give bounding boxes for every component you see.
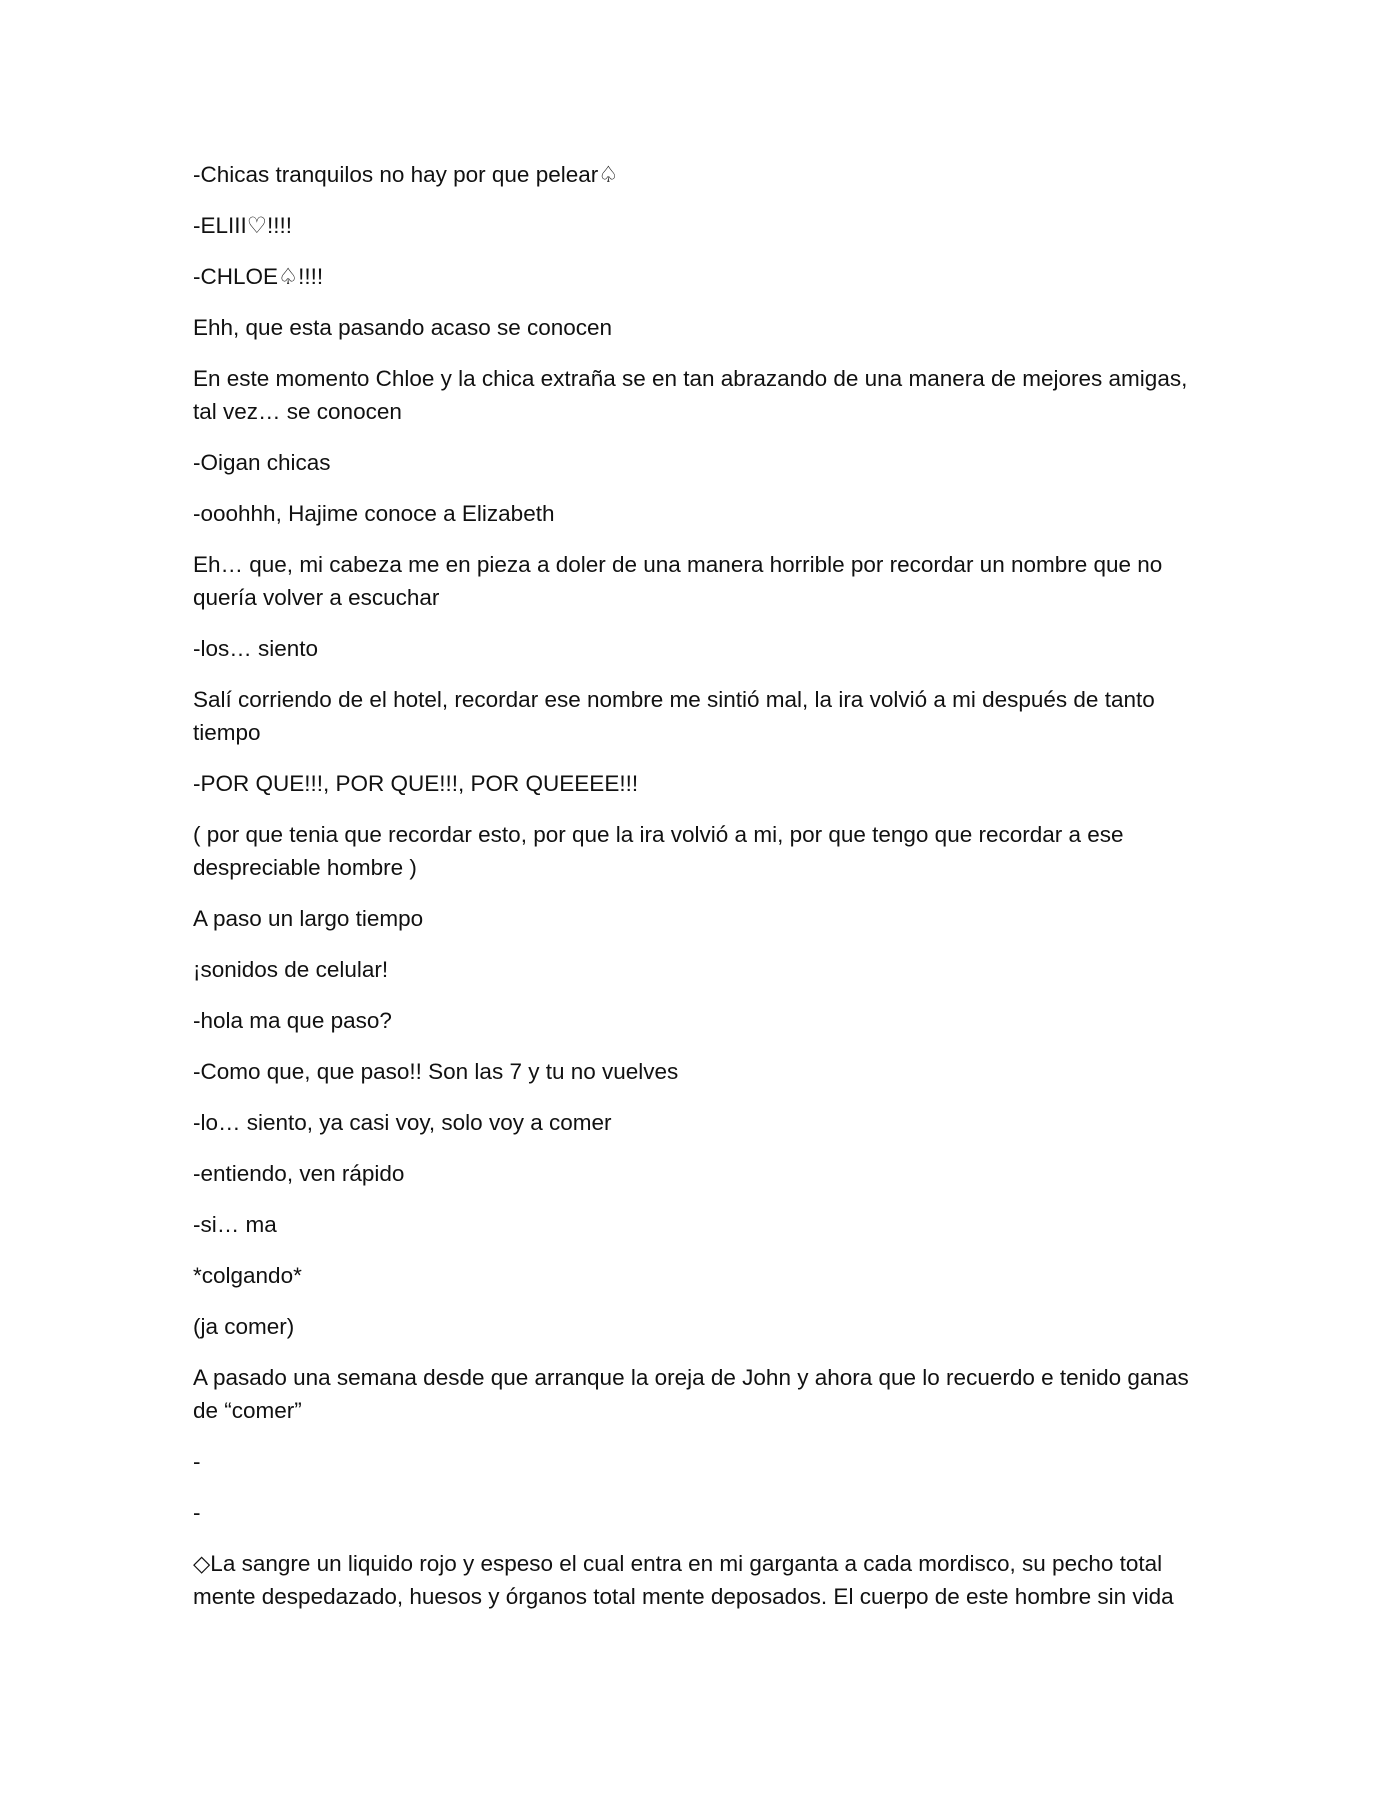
paragraph-22: A pasado una semana desde que arranque la oreja de John y ahora que lo recuerdo e tenido ganas de “comer” [193,1365,1189,1423]
paragraph-5: En este momento Chloe y la chica extraña se en tan abrazando de una manera de mejores amigas, tal vez… se conocen [193,366,1188,424]
paragraph-25: ◇La sangre un liquido rojo y espeso el cual entra en mi garganta a cada mordisco, su pecho total mente despedazado, huesos y órganos total mente deposados. El cuerpo de este hombre sin vida [193,1551,1174,1609]
paragraph-15: -hola ma que paso? [193,1008,392,1033]
paragraph-6: -Oigan chicas [193,450,331,475]
paragraph-12: ( por que tenia que recordar esto, por que la ira volvió a mi, por que tengo que recordar a ese despreciable hombre ) [193,822,1124,880]
paragraph-9: -los… siento [193,636,319,661]
paragraph-11: -POR QUE!!!, POR QUE!!!, POR QUEEEE!!! [193,771,639,796]
paragraph-2: -ELIII♡!!!! [193,213,292,238]
paragraph-17: -lo… siento, ya casi voy, solo voy a comer [193,1110,612,1135]
paragraph-10: Salí corriendo de el hotel, recordar ese nombre me sintió mal, la ira volvió a mi después de tanto tiempo [193,687,1155,745]
paragraph-7: -ooohhh, Hajime conoce a Elizabeth [193,501,555,526]
paragraph-21: (ja comer) [193,1314,295,1339]
paragraph-3: -CHLOE♤!!!! [193,264,324,289]
paragraph-8: Eh… que, mi cabeza me en pieza a doler de una manera horrible por recordar un nombre que no quería volver a escuchar [193,552,1163,610]
paragraph-20: *colgando* [193,1263,302,1288]
document-body [193,158,1208,1631]
paragraph-14: ¡sonidos de celular! [193,957,389,982]
paragraph-13: A paso un largo tiempo [193,906,424,931]
paragraph-4: Ehh, que esta pasando acaso se conocen [193,315,613,340]
paragraph-24: - [193,1500,201,1525]
paragraph-19: -si… ma [193,1212,277,1237]
paragraph-18: -entiendo, ven rápido [193,1161,405,1186]
paragraph-1: -Chicas tranquilos no hay por que pelear♤ [193,162,619,187]
paragraph-23: - [193,1449,201,1474]
paragraph-16: -Como que, que paso!! Son las 7 y tu no vuelves [193,1059,679,1084]
